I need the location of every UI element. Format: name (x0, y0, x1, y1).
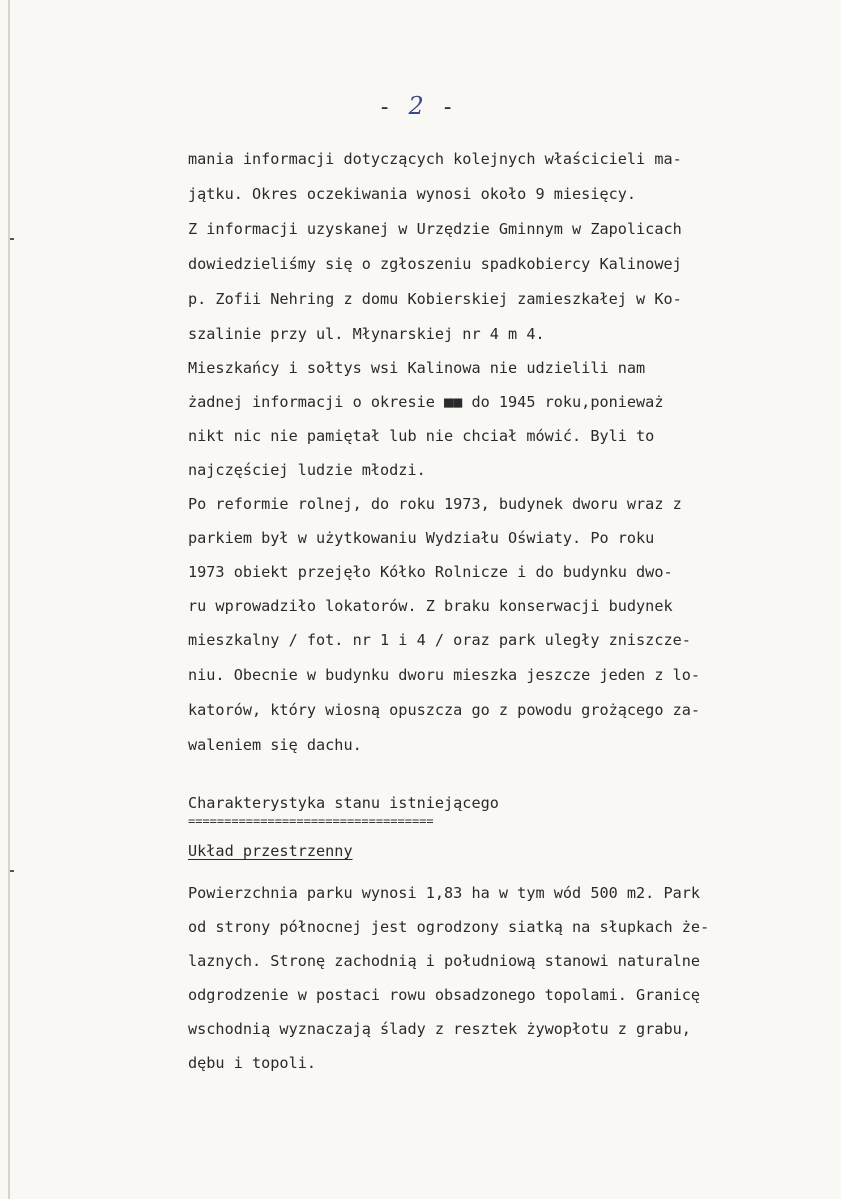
text-line: najczęściej ludzie młodzi. (188, 461, 426, 479)
section-heading: Charakterystyka stanu istniejącego (188, 794, 499, 812)
page-number (378, 92, 456, 120)
text-line: mania informacji dotyczących kolejnych właścicieli ma- (188, 150, 682, 168)
punch-mark (10, 870, 14, 872)
subsection-heading: Układ przestrzenny (188, 842, 353, 860)
text-line: żadnej informacji o okresie ■■ do 1945 roku,ponieważ (188, 393, 664, 411)
page-number-prefix: - (378, 95, 409, 120)
text-line: dowiedzieliśmy się o zgłoszeniu spadkobiercy Kalinowej (188, 255, 682, 273)
text-line: Po reformie rolnej, do roku 1973, budynek dworu wraz z (188, 495, 682, 513)
text-line: dębu i topoli. (188, 1054, 317, 1072)
text-line: szalinie przy ul. Młynarskiej nr 4 m 4. (188, 325, 545, 343)
page-number-value: 2 (408, 92, 426, 120)
text-line: wschodnią wyznaczają ślady z resztek żywopłotu z grabu, (188, 1020, 691, 1038)
text-line: od strony północnej jest ogrodzony siatką na słupkach że- (188, 918, 710, 936)
punch-mark (10, 238, 14, 240)
text-line: Mieszkańcy i sołtys wsi Kalinowa nie udzielili nam (188, 359, 646, 377)
text-line: Z informacji uzyskanej w Urzędzie Gminnym w Zapolicach (188, 220, 682, 238)
text-line: waleniem się dachu. (188, 736, 362, 754)
text-line: odgrodzenie w postaci rowu obsadzonego topolami. Granicę (188, 986, 701, 1004)
text-line: parkiem był w użytkowaniu Wydziału Oświaty. Po roku (188, 529, 655, 547)
section-heading-rule: ================================== (188, 814, 434, 828)
text-line: jątku. Okres oczekiwania wynosi około 9 miesięcy. (188, 185, 637, 203)
text-line: mieszkalny / fot. nr 1 i 4 / oraz park uległy zniszcze- (188, 631, 691, 649)
text-line: niu. Obecnie w budynku dworu mieszka jeszcze jeden z lo- (188, 666, 701, 684)
text-line: nikt nic nie pamiętał lub nie chciał mówić. Byli to (188, 427, 655, 445)
text-line: 1973 obiekt przejęło Kółko Rolnicze i do budynku dwo- (188, 563, 673, 581)
text-line: laznych. Stronę zachodnią i południową stanowi naturalne (188, 952, 701, 970)
text-line: katorów, który wiosną opuszcza go z powodu grożącego za- (188, 701, 701, 719)
page-edge (8, 0, 10, 1199)
text-line: p. Zofii Nehring z domu Kobierskiej zamieszkałej w Ko- (188, 290, 682, 308)
text-line: ru wprowadziło lokatorów. Z braku konserwacji budynek (188, 597, 673, 615)
text-line: Powierzchnia parku wynosi 1,83 ha w tym wód 500 m2. Park (188, 884, 701, 902)
page-number-suffix: - (425, 95, 457, 120)
